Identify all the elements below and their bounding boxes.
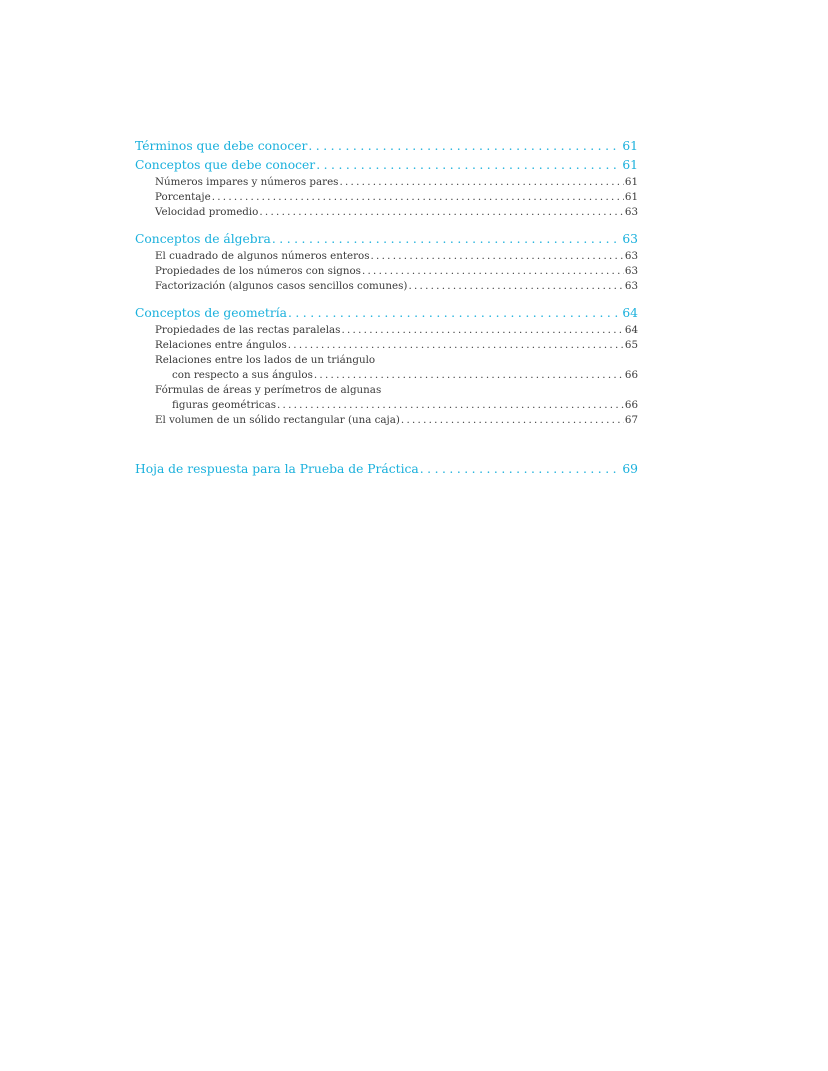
toc-item-title: El cuadrado de algunos números enteros: [155, 250, 370, 262]
toc-item-velocidad[interactable]: [135, 205, 638, 220]
leader-dots: [341, 323, 623, 338]
leader-dots: [420, 460, 622, 479]
page-number: 66: [624, 369, 638, 381]
toc-section-conceptos[interactable]: [135, 156, 638, 175]
toc-item-title: Propiedades de los números con signos: [155, 265, 361, 277]
toc-item-angulos[interactable]: [135, 338, 638, 353]
page-number: 63: [624, 280, 638, 292]
toc-section-title: Conceptos de álgebra: [135, 232, 271, 246]
toc-item-title: Propiedades de las rectas paralelas: [155, 324, 341, 336]
leader-dots: [259, 205, 624, 220]
page-number: 69: [622, 462, 638, 476]
leader-dots: [408, 279, 623, 294]
toc-item-title: El volumen de un sólido rectangular (una caja): [155, 414, 400, 426]
toc-section-title: Conceptos que debe conocer: [135, 158, 316, 172]
toc-section-title: Conceptos de geometría: [135, 306, 287, 320]
spacer: [135, 220, 638, 230]
toc-item-lados-triangulo[interactable]: [135, 368, 638, 383]
page-number: 63: [624, 265, 638, 277]
leader-dots: [371, 249, 624, 264]
page-number: 63: [622, 232, 638, 246]
toc-section-algebra[interactable]: [135, 230, 638, 249]
toc-item-title: Porcentaje: [155, 191, 211, 203]
leader-dots: [339, 175, 623, 190]
leader-dots: [308, 137, 621, 156]
page-number: 64: [622, 306, 638, 320]
toc-item-signos[interactable]: [135, 264, 638, 279]
toc-item-title-line1[interactable]: Relaciones entre los lados de un triángulo: [155, 354, 376, 366]
toc-section-title: Hoja de respuesta para la Prueba de Práctica: [135, 462, 419, 476]
page-number: 63: [624, 250, 638, 262]
toc-item-cuadrado[interactable]: [135, 249, 638, 264]
page-number: 66: [624, 399, 638, 411]
page-number: 64: [624, 324, 638, 336]
leader-dots: [288, 338, 624, 353]
leader-dots: [277, 398, 624, 413]
spacer: [135, 428, 638, 460]
toc-item-title: Números impares y números pares: [155, 176, 339, 188]
toc-item-title: Velocidad promedio: [155, 206, 259, 218]
leader-dots: [362, 264, 624, 279]
page-number: 65: [624, 339, 638, 351]
page-number: 67: [624, 414, 638, 426]
page-number: 63: [624, 206, 638, 218]
page-number: 61: [624, 176, 638, 188]
toc-item-impares-pares[interactable]: [135, 175, 638, 190]
leader-dots: [288, 304, 621, 323]
toc-section-title: Términos que debe conocer: [135, 139, 308, 153]
page-number: 61: [622, 139, 638, 153]
toc-item-title-line1[interactable]: Fórmulas de áreas y perímetros de algunas: [155, 384, 382, 396]
spacer: [135, 294, 638, 304]
toc-item-porcentaje[interactable]: [135, 190, 638, 205]
leader-dots: [314, 368, 624, 383]
leader-dots: [316, 156, 621, 175]
toc-item-volumen[interactable]: [135, 413, 638, 428]
page-number: 61: [622, 158, 638, 172]
toc-item-title-line2: con respecto a sus ángulos: [172, 369, 313, 381]
toc-item-areas-perimetros[interactable]: [135, 398, 638, 413]
toc-item-title: Factorización (algunos casos sencillos comunes): [155, 280, 408, 292]
leader-dots: [401, 413, 624, 428]
toc-item-paralelas[interactable]: [135, 323, 638, 338]
toc-section-hoja-respuesta[interactable]: [135, 460, 638, 479]
table-of-contents: [135, 137, 638, 479]
toc-item-title-line2: figuras geométricas: [172, 399, 276, 411]
page-number: 61: [624, 191, 638, 203]
leader-dots: [272, 230, 621, 249]
toc-item-factorizacion[interactable]: [135, 279, 638, 294]
leader-dots: [212, 190, 624, 205]
toc-section-geometria[interactable]: [135, 304, 638, 323]
toc-section-terminos[interactable]: [135, 137, 638, 156]
toc-item-title: Relaciones entre ángulos: [155, 339, 287, 351]
